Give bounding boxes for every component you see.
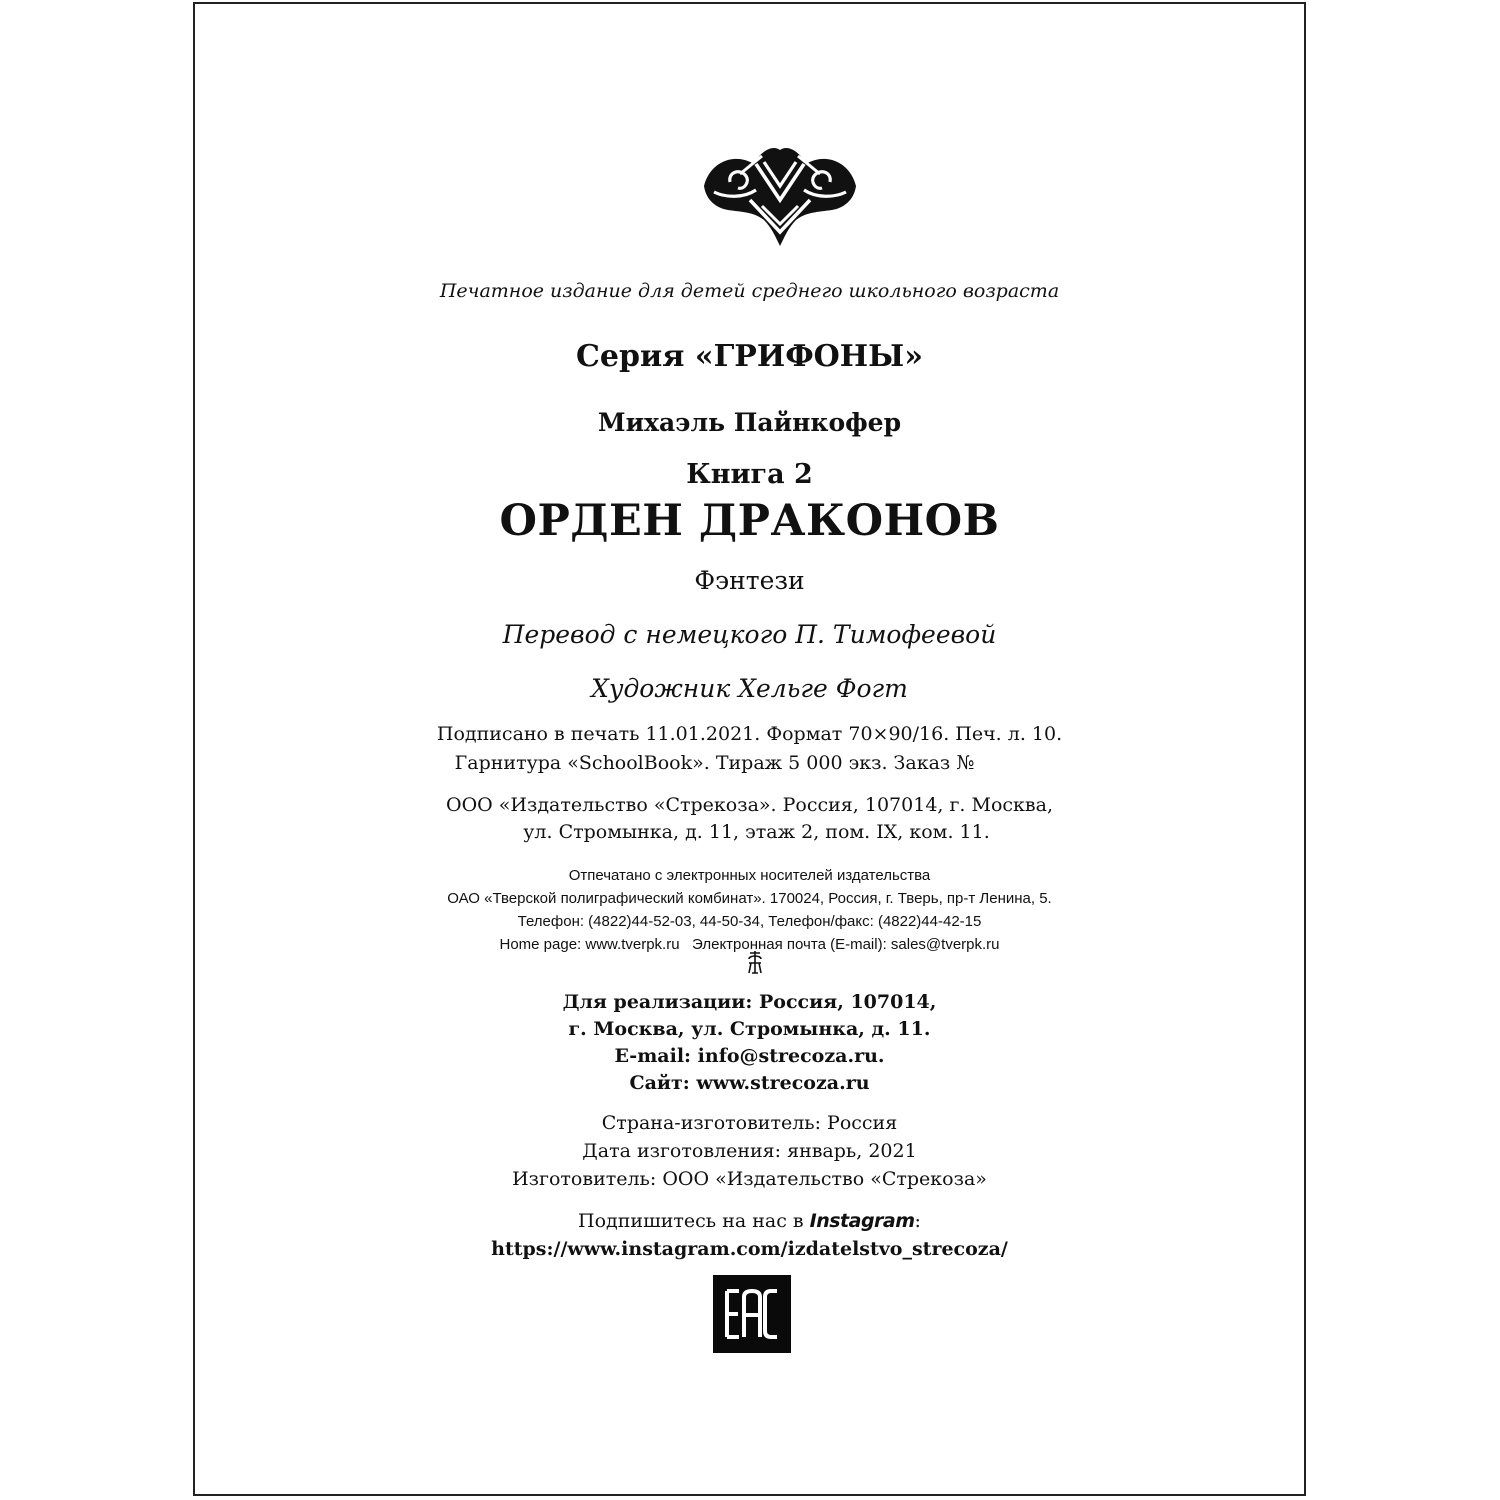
author-name: Михаэль Пайнкофер: [597, 408, 902, 437]
instagram-line: [195, 1207, 1304, 1235]
printer-line: Home page: www.tverpk.ru Электронная почта (E-mail): sales@tverpk.ru: [499, 936, 1000, 953]
publisher-address: [195, 792, 1304, 846]
instagram-info: [195, 1207, 1304, 1263]
instagram-url: https://www.instagram.com/izdatelstvo_strecoza/: [491, 1238, 1008, 1260]
book-title: ОРДЕН ДРАКОНОВ: [499, 496, 1000, 546]
distribution-line: E-mail: info@strecoza.ru.: [614, 1045, 885, 1067]
manufacturer-line: Изготовитель: ООО «Издательство «Стрекоза»: [512, 1168, 987, 1190]
printer-line: Телефон: (4822)44-52-03, 44-50-34, Телефон/факс: (4822)44-42-15: [517, 913, 982, 930]
illustrator-credit: Художник Хельге Фогт: [591, 674, 908, 703]
print-info-line: Подписано в печать 11.01.2021. Формат 70×90/16. Печ. л. 10.: [436, 723, 1063, 745]
manufacturer-line: Страна-изготовитель: Россия: [601, 1112, 898, 1134]
printer-line: Отпечатано с электронных носителей издательства: [568, 867, 931, 884]
audience-note: Печатное издание для детей среднего школьного возраста: [439, 280, 1060, 302]
instagram-brand: Instagram: [809, 1210, 915, 1232]
genre: Фэнтези: [694, 566, 805, 595]
manufacturer-info: [195, 1109, 1304, 1193]
book-number: Книга 2: [686, 459, 813, 490]
publisher-line: ООО «Издательство «Стрекоза». Россия, 107014, г. Москва,: [446, 794, 1053, 816]
distribution-line: г. Москва, ул. Стромынка, д. 11.: [568, 1018, 931, 1040]
eac-certification-icon: [713, 1275, 791, 1353]
distribution-info: [195, 989, 1304, 1097]
instagram-suffix: :: [914, 1210, 921, 1232]
printer-info: [195, 864, 1304, 956]
book-imprint-page: [193, 2, 1306, 1496]
print-info: [195, 720, 1304, 778]
manufacturer-line: Дата изготовления: январь, 2021: [582, 1140, 917, 1162]
ornament-icon: [700, 142, 860, 250]
series-title: Серия «ГРИФОНЫ»: [576, 339, 923, 374]
print-info-line: Гарнитура «SchoolBook». Тираж 5 000 экз. Заказ №: [454, 752, 975, 774]
distribution-line: Сайт: www.strecoza.ru: [629, 1072, 870, 1094]
translator-credit: Перевод с немецкого П. Тимофеевой: [502, 620, 997, 649]
publisher-line: ул. Стромынка, д. 11, этаж 2, пом. IX, ком. 11.: [523, 821, 990, 843]
printer-monogram-icon: [744, 949, 766, 975]
instagram-prefix: Подпишитесь на нас в: [578, 1210, 810, 1232]
distribution-line: Для реализации: Россия, 107014,: [562, 991, 937, 1013]
printer-line: ОАО «Тверской полиграфический комбинат». 170024, Россия, г. Тверь, пр-т Ленина, 5.: [447, 890, 1052, 907]
